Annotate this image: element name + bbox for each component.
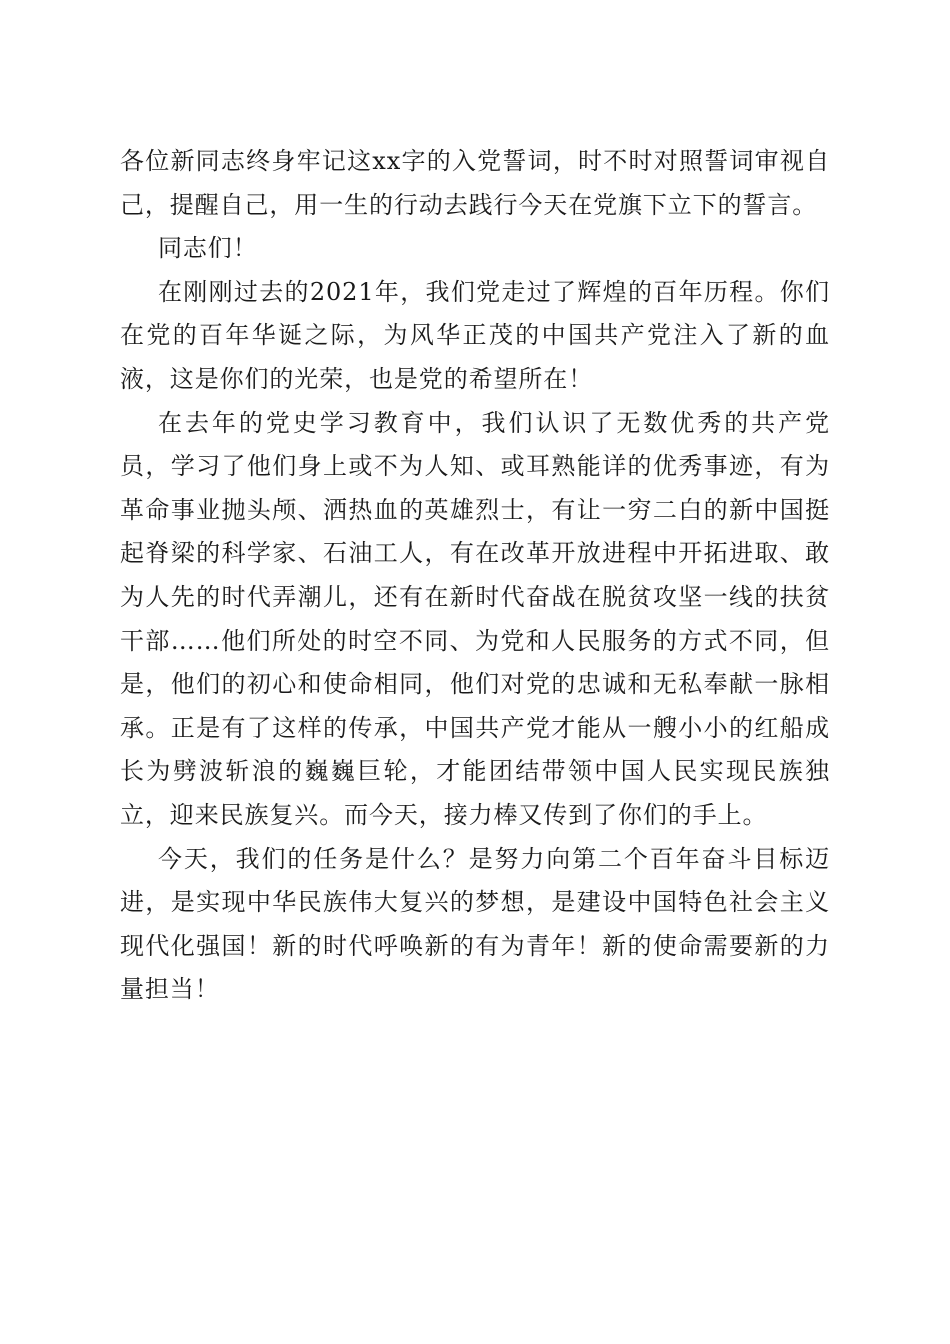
paragraph-salutation: 同志们！: [158, 234, 258, 263]
paragraph-party-history: 在去年的党史学习教育中，我们认识了无数优秀的共产党员，学习了他们身上或不为人知、或耳熟能详的优秀事迹，有为革命事业抛头颅、洒热血的英雄烈士，有让一穷二白的新中国挺起脊梁的科学家、石油工人，有在改革开放进程中开拓进取、敢为人先的时代弄潮儿，还有在新时代奋战在脱贫攻坚一线的扶贫干部……他们所处的时空不同、为党和人民服务的方式不同，但是，他们的初心和使命相同，他们对党的忠诚和无私奉献一脉相承。正是有了这样的传承，中国共产党才能从一艘小小的红船成长为劈波斩浪的巍巍巨轮，才能团结带领中国人民实现民族独立，迎来民族复兴。而今天，接力棒又传到了你们的手上。: [120, 408, 830, 829]
paragraph-centenary: 在刚刚过去的2021年，我们党走过了辉煌的百年历程。你们在党的百年华诞之际，为风华正茂的中国共产党注入了新的血液，这是你们的光荣，也是党的希望所在！: [120, 277, 830, 393]
paragraph-mission: 今天，我们的任务是什么？是努力向第二个百年奋斗目标迈进，是实现中华民族伟大复兴的梦想，是建设中国特色社会主义现代化强国！新的时代呼唤新的有为青年！新的使命需要新的力量担当！: [120, 844, 830, 1004]
paragraph-oath-reminder: 各位新同志终身牢记这xx字的入党誓词，时不时对照誓词审视自己，提醒自己，用一生的行动去践行今天在党旗下立下的誓言。: [120, 147, 830, 219]
document-body: [120, 140, 830, 1012]
